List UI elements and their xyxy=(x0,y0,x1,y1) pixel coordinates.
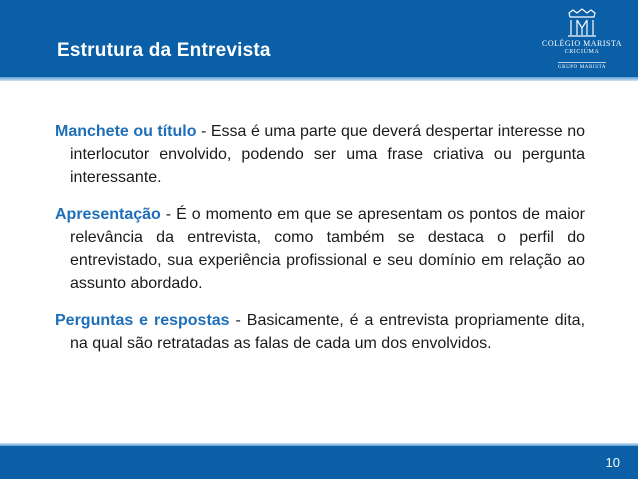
section-perguntas xyxy=(55,309,585,355)
logo-city: CRICIÚMA xyxy=(564,49,600,55)
colegio-marista-logo xyxy=(536,8,628,72)
slide-title: Estrutura da Entrevista xyxy=(57,40,271,61)
section-text: Essa é uma parte que deverá despertar interesse no interlocutor envolvido, podendo ser uma frase criativa ou pergunta interessante. xyxy=(70,123,586,186)
section-separator: - xyxy=(160,206,177,223)
section-term: Manchete ou título xyxy=(55,123,197,140)
slide-header xyxy=(0,0,638,77)
section-separator: - xyxy=(196,123,211,140)
section-apresentacao xyxy=(55,203,585,295)
logo-name: COLÉGIO MARISTA xyxy=(542,39,622,48)
section-manchete xyxy=(55,120,585,189)
section-text: É o momento em que se apresentam os pontos de maior relevância da entrevista, como também se destaca o perfil do entrevistado, sua experiência profissional e seu domínio em relação ao assunto abordado. xyxy=(70,206,585,292)
page-number: 10 xyxy=(605,455,620,470)
logo-group: GRUPO MARISTA xyxy=(558,62,606,70)
slide-content xyxy=(55,120,585,369)
header-divider xyxy=(0,77,638,81)
section-separator: - xyxy=(229,312,247,329)
section-term: Apresentação xyxy=(55,206,161,223)
section-text: Basicamente, é a entrevista propriamente dita, na qual são retratadas as falas de cada um dos envolvidos. xyxy=(70,312,586,352)
marist-crown-logo-icon xyxy=(565,8,599,38)
slide-footer xyxy=(0,446,638,479)
section-term: Perguntas e respostas xyxy=(55,312,230,329)
